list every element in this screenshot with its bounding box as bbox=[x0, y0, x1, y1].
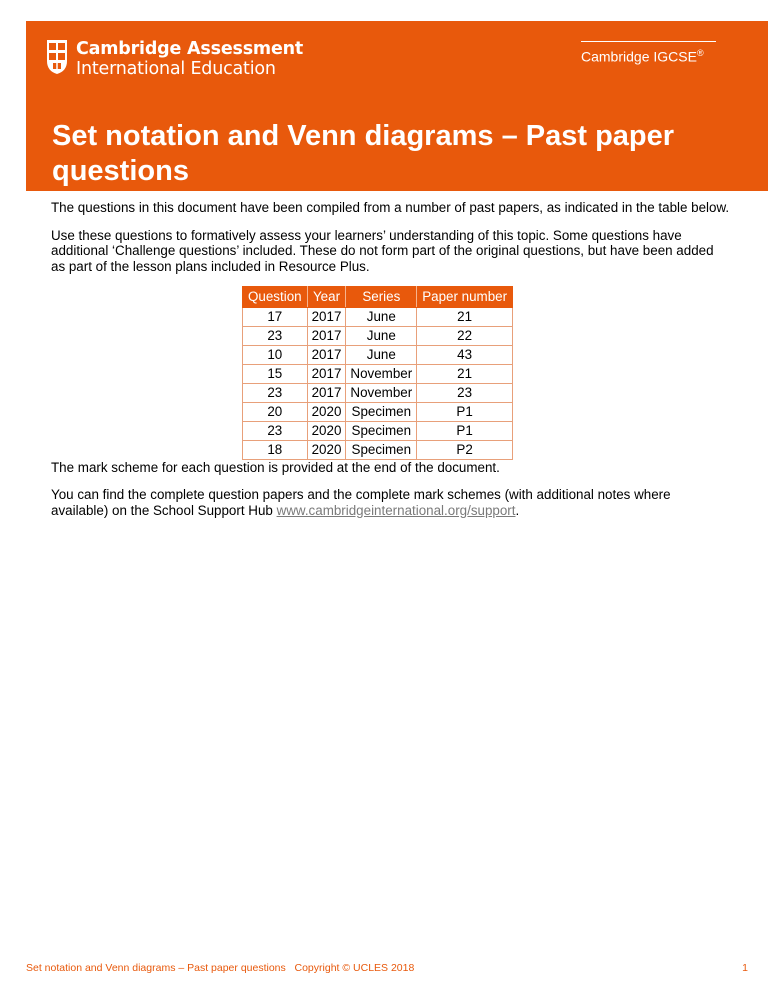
table-cell: June bbox=[346, 345, 417, 364]
page-footer bbox=[26, 962, 748, 974]
table-cell: November bbox=[346, 383, 417, 402]
brand-rule bbox=[581, 41, 716, 42]
table-row bbox=[243, 307, 513, 326]
table-cell: 23 bbox=[243, 326, 308, 345]
registered-mark: ® bbox=[696, 48, 704, 58]
brand-name: Cambridge IGCSE bbox=[581, 48, 697, 65]
column-header: Question bbox=[243, 287, 308, 308]
table-cell: 15 bbox=[243, 364, 308, 383]
support-hub-link[interactable]: www.cambridgeinternational.org/support bbox=[276, 502, 516, 518]
past-paper-table bbox=[242, 286, 513, 460]
table-cell: November bbox=[346, 364, 417, 383]
crest-icon bbox=[46, 39, 68, 75]
mark-scheme-note: The mark scheme for each question is provided at the end of the document. bbox=[51, 459, 500, 475]
page-number: 1 bbox=[742, 962, 748, 974]
table-row bbox=[243, 383, 513, 402]
table-cell: Specimen bbox=[346, 440, 417, 459]
support-text: You can find the complete question papers and the complete mark schemes (with additional notes where available) on the School Support Hub bbox=[51, 487, 671, 518]
column-header: Year bbox=[307, 287, 346, 308]
support-text-end: . bbox=[515, 502, 520, 518]
table-cell: 20 bbox=[243, 402, 308, 421]
table-cell: June bbox=[346, 326, 417, 345]
table-body bbox=[243, 307, 513, 459]
table-cell: 2020 bbox=[307, 421, 346, 440]
table-cell: 2017 bbox=[307, 326, 346, 345]
table-row bbox=[243, 326, 513, 345]
table-cell: 2020 bbox=[307, 440, 346, 459]
logo-line-2: International Education bbox=[76, 59, 276, 79]
brand-label bbox=[581, 41, 716, 65]
table-cell: 23 bbox=[243, 383, 308, 402]
table-cell: 23 bbox=[243, 421, 308, 440]
table-cell: 2017 bbox=[307, 345, 346, 364]
intro-paragraph-2: Use these questions to formatively assess your learners’ understanding of this topic. Some questions have additional ‘Challenge questions’ included. These do not form part of the original questions, but have been added as part of the lesson plans included in Resource Plus. bbox=[51, 227, 714, 274]
table-cell: P1 bbox=[417, 421, 513, 440]
footer-text: Set notation and Venn diagrams – Past paper questions Copyright © UCLES 2018 bbox=[26, 962, 415, 974]
table-cell: 10 bbox=[243, 345, 308, 364]
table-row bbox=[243, 345, 513, 364]
page-title: Set notation and Venn diagrams – Past paper questions bbox=[52, 120, 675, 187]
intro-paragraph-1: The questions in this document have been compiled from a number of past papers, as indicated in the table below. bbox=[51, 200, 730, 215]
table-cell: P2 bbox=[417, 440, 513, 459]
table-cell: June bbox=[346, 307, 417, 326]
table-cell: 2017 bbox=[307, 307, 346, 326]
table-row bbox=[243, 364, 513, 383]
document-body bbox=[51, 200, 731, 530]
table-row bbox=[243, 402, 513, 421]
table-cell: 22 bbox=[417, 326, 513, 345]
table-cell: Specimen bbox=[346, 402, 417, 421]
table-cell: 43 bbox=[417, 345, 513, 364]
table-cell: 2020 bbox=[307, 402, 346, 421]
table-header-row bbox=[243, 287, 513, 308]
table-cell: 18 bbox=[243, 440, 308, 459]
cambridge-logo bbox=[46, 39, 303, 79]
table-cell: 2017 bbox=[307, 364, 346, 383]
table-cell: 17 bbox=[243, 307, 308, 326]
table-row bbox=[243, 421, 513, 440]
logo-line-1: Cambridge Assessment bbox=[76, 39, 304, 59]
table-cell: 21 bbox=[417, 364, 513, 383]
table-cell: 23 bbox=[417, 383, 513, 402]
table-cell: 21 bbox=[417, 307, 513, 326]
table-cell: Specimen bbox=[346, 421, 417, 440]
header-banner bbox=[26, 21, 768, 191]
table-cell: P1 bbox=[417, 402, 513, 421]
column-header: Paper number bbox=[417, 287, 513, 308]
support-paragraph bbox=[51, 487, 731, 518]
table-cell: 2017 bbox=[307, 383, 346, 402]
table-row bbox=[243, 440, 513, 459]
column-header: Series bbox=[346, 287, 417, 308]
